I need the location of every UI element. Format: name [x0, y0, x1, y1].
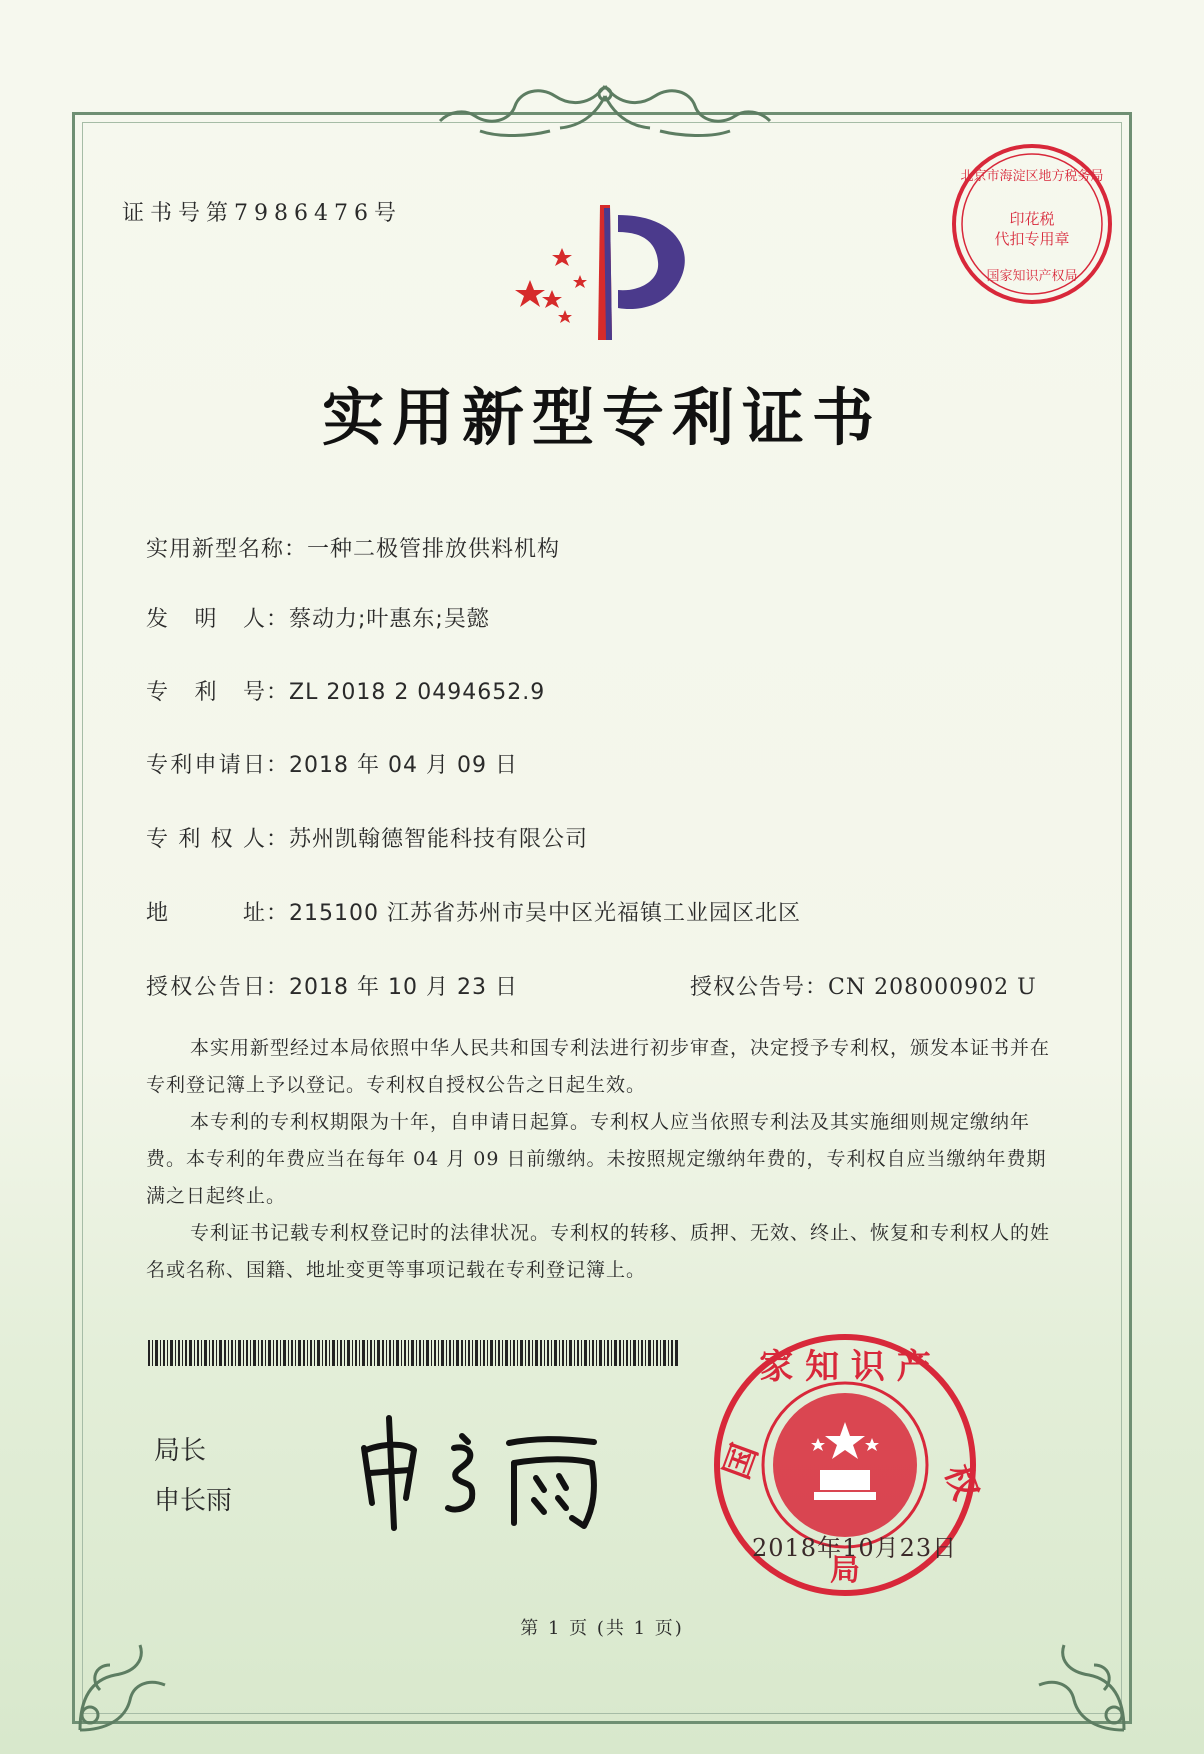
field-colon: ： — [266, 753, 290, 778]
svg-text:国: 国 — [716, 1438, 766, 1485]
field-label: 发明人 — [146, 607, 266, 632]
signatory-title: 局长 — [154, 1436, 207, 1466]
field-patent-number — [146, 675, 545, 706]
field-label: 授权公告号 — [690, 975, 806, 1000]
field-grant-date — [146, 970, 518, 1001]
field-colon: ： — [266, 680, 290, 705]
barcode — [148, 1340, 678, 1366]
field-label: 地址 — [146, 901, 266, 926]
certificate-statement — [146, 1030, 1066, 1289]
field-colon: ： — [284, 537, 308, 562]
field-label: 专利申请日 — [146, 753, 266, 778]
field-value: 蔡动力;叶惠东;吴懿 — [289, 607, 490, 632]
field-colon: ： — [266, 827, 290, 852]
field-colon: ： — [266, 975, 290, 1000]
top-ornament — [420, 76, 790, 146]
field-label: 实用新型名称 — [146, 537, 285, 562]
patent-office-emblem — [500, 200, 710, 350]
field-value: 苏州凯翰德智能科技有限公司 — [289, 827, 589, 852]
certificate-title: 实用新型专利证书 — [321, 381, 882, 454]
svg-text:国家知识产权局: 国家知识产权局 — [986, 269, 1078, 284]
field-colon: ： — [805, 975, 829, 1000]
field-inventor — [146, 602, 490, 633]
field-value: 215100 江苏省苏州市吴中区光福镇工业园区北区 — [289, 901, 801, 926]
tax-stamp-seal — [948, 140, 1116, 308]
field-colon: ： — [266, 901, 290, 926]
svg-text:权: 权 — [936, 1459, 986, 1506]
field-patentee — [146, 822, 588, 853]
certificate-number: 证书号第7986476号 — [122, 201, 402, 226]
field-label: 专利号 — [146, 680, 266, 705]
field-label: 专利权人 — [146, 827, 266, 852]
field-value: 2018 年 04 月 09 日 — [289, 753, 518, 778]
svg-text:局: 局 — [830, 1553, 860, 1588]
field-utility-model-name — [146, 532, 560, 563]
statement-paragraph: 专利证书记载专利权登记时的法律状况。专利权的转移、质押、无效、终止、恢复和专利权人的姓名或名称、国籍、地址变更等事项记载在专利登记簿上。 — [146, 1222, 1051, 1281]
statement-paragraph: 本实用新型经过本局依照中华人民共和国专利法进行初步审查，决定授予专利权，颁发本证书并在专利登记簿上予以登记。专利权自授权公告之日起生效。 — [146, 1037, 1051, 1096]
signatory-name: 申长雨 — [154, 1486, 233, 1516]
seal-date: 2018年10月23日 — [752, 1534, 958, 1562]
field-value: CN 208000902 U — [828, 975, 1037, 1000]
svg-text:家 知 识 产: 家 知 识 产 — [759, 1347, 931, 1387]
director-signature — [344, 1408, 624, 1538]
field-address — [146, 896, 801, 927]
field-colon: ： — [266, 607, 290, 632]
svg-text:北京市海淀区地方税务局: 北京市海淀区地方税务局 — [960, 169, 1104, 184]
field-application-date — [146, 748, 518, 779]
field-value: ZL 2018 2 0494652.9 — [289, 680, 546, 705]
svg-text:印花税: 印花税 — [1009, 210, 1055, 228]
field-value: 一种二极管排放供料机构 — [307, 537, 561, 562]
field-value: 2018 年 10 月 23 日 — [289, 975, 518, 1000]
svg-text:代扣专用章: 代扣专用章 — [994, 230, 1070, 248]
statement-paragraph: 本专利的专利权期限为十年，自申请日起算。专利权人应当依照专利法及其实施细则规定缴纳年费。本专利的年费应当在每年 04 月 09 日前缴纳。未按照规定缴纳年费的，专利权自应当缴纳年费期满之日起终止。 — [146, 1111, 1047, 1207]
page-number: 第 1 页 (共 1 页) — [520, 1618, 684, 1639]
field-label: 授权公告日 — [146, 975, 266, 1000]
field-grant-publication-number — [690, 970, 1037, 1001]
